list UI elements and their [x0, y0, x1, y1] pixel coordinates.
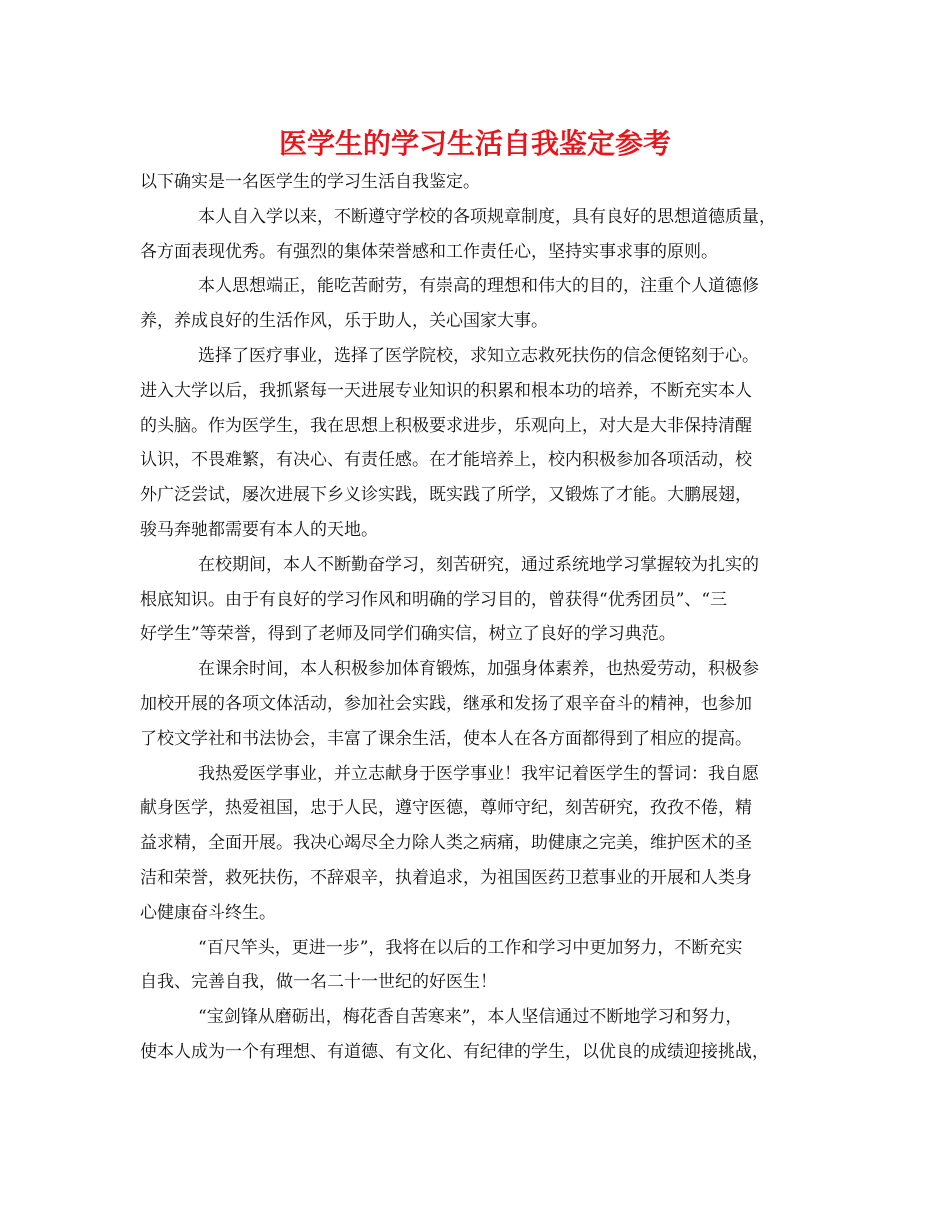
text-line: 选择了医疗事业，选择了医学院校，求知立志救死扶伤的信念便铭刻于心。 [198, 345, 759, 366]
paragraph [140, 931, 820, 1001]
text-line: 在校期间，本人不断勤奋学习，刻苦研究，通过系统地学习掌握较为扎实的 [198, 554, 759, 575]
text-line: 以下确实是一名医学生的学习生活自我鉴定。 [140, 172, 480, 192]
text-line: 献身医学，热爱祖国，忠于人民，遵守医德，尊师守纪，刻苦研究，孜孜不倦，精 [140, 798, 752, 819]
paragraph [140, 165, 820, 200]
text-line: 根底知识。由于有良好的学习作风和明确的学习目的，曾获得“优秀团员”、“三 [140, 589, 728, 610]
text-line: 心健康奋斗终生。 [140, 902, 276, 923]
paragraph [140, 339, 820, 548]
text-line: 好学生”等荣誉，得到了老师及同学们确实信，树立了良好的学习典范。 [140, 624, 676, 645]
text-line: “宝剑锋从磨砺出，梅花香自苦寒来”，本人坚信通过不断地学习和努力， [198, 1007, 743, 1028]
text-line: 我热爱医学事业，并立志献身于医学事业！我牢记着医学生的誓词：我自愿 [198, 763, 759, 784]
paragraph [140, 757, 820, 931]
document-body [140, 165, 820, 1070]
paragraph [140, 200, 820, 270]
text-line: 本人思想端正，能吃苦耐劳，有崇高的理想和伟大的目的，注重个人道德修 [198, 276, 759, 297]
text-line: 进入大学以后，我抓紧每一天进展专业知识的积累和根本功的培养，不断充实本人 [140, 380, 752, 401]
text-line: 自我、完善自我，做一名二十一世纪的好医生！ [140, 972, 497, 993]
paragraph [140, 652, 820, 756]
text-line: 各方面表现优秀。有强烈的集体荣誉感和工作责任心，坚持实事求事的原则。 [140, 241, 718, 262]
text-line: 的头脑。作为医学生，我在思想上积极要求进步，乐观向上，对大是大非保持清醒 [140, 415, 752, 436]
text-line: “百尺竿头，更进一步”，我将在以后的工作和学习中更加努力，不断充实 [198, 937, 743, 958]
paragraph [140, 1000, 820, 1070]
text-line: 骏马奔驰都需要有本人的天地。 [140, 519, 378, 540]
text-line: 在课余时间，本人积极参加体育锻炼，加强身体素养，也热爱劳动，积极参 [198, 659, 759, 680]
text-line: 加校开展的各项文体活动，参加社会实践，继承和发扬了艰辛奋斗的精神，也参加 [140, 693, 752, 714]
text-line: 益求精，全面开展。我决心竭尽全力除人类之病痛，助健康之完美，维护医术的圣 [140, 833, 752, 854]
text-line: 了校文学社和书法协会，丰富了课余生活，使本人在各方面都得到了相应的提高。 [140, 728, 752, 749]
text-line: 养，养成良好的生活作风，乐于助人，关心国家大事。 [140, 311, 548, 332]
text-line: 使本人成为一个有理想、有道德、有文化、有纪律的学生，以优良的成绩迎接挑战， [140, 1041, 769, 1062]
paragraph [140, 269, 820, 339]
text-line: 本人自入学以来，不断遵守学校的各项规章制度，具有良好的思想道德质量， [198, 206, 776, 227]
text-line: 认识，不畏难繁，有决心、有责任感。在才能培养上，校内积极参加各项活动，校 [140, 450, 752, 471]
paragraph [140, 548, 820, 652]
text-line: 外广泛尝试，屡次进展下乡义诊实践，既实践了所学，又锻炼了才能。大鹏展翅， [140, 485, 752, 506]
text-line: 洁和荣誉，救死扶伤，不辞艰辛，执着追求，为祖国医药卫惹事业的开展和人类身 [140, 867, 752, 888]
document-title: 医学生的学习生活自我鉴定参考 [278, 127, 671, 160]
